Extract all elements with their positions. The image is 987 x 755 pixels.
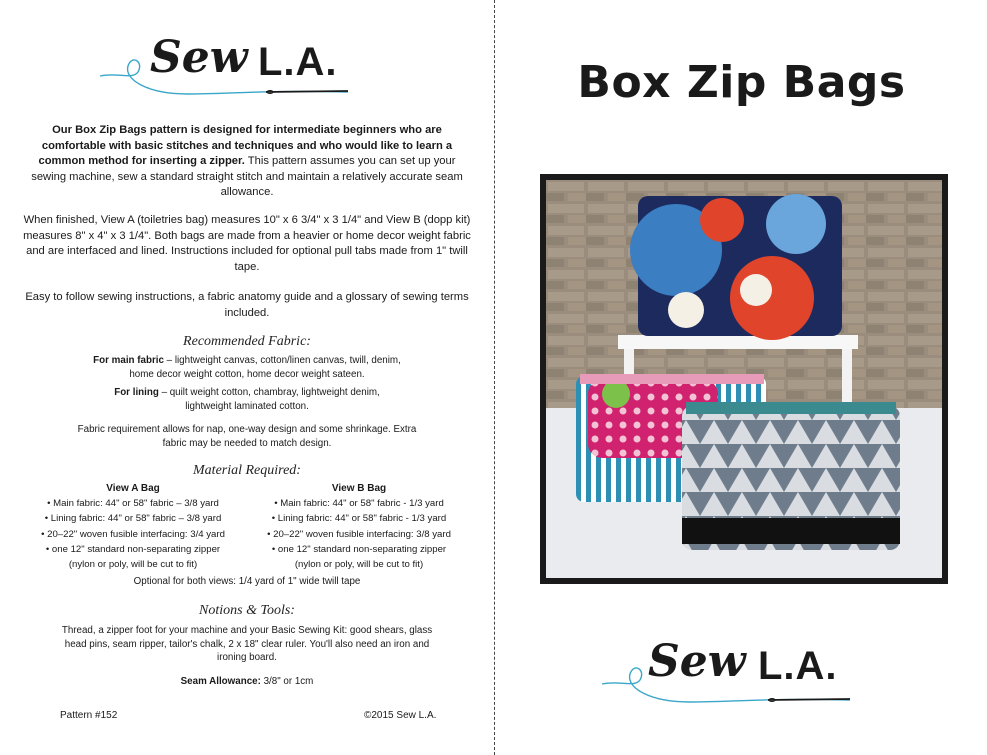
view-a-item: (nylon or poly, will be cut to fit): [68, 559, 198, 571]
view-b-item: • Main fabric: 44" or 58" fabric - 1/3 yard: [274, 498, 444, 510]
optional-note: Optional for both views: 1/4 yard of 1" wide twill tape: [133, 576, 361, 587]
pattern-number: Pattern #152: [60, 710, 118, 721]
main-fabric-text: [80, 354, 414, 381]
main-fabric-desc: – lightweight canvas, cotton/linen canvas, twill, denim, home decor weight cotton, home decor weight sateen.: [129, 355, 401, 380]
logo-letters: L.A.: [258, 40, 338, 84]
lining-fabric-label: For lining: [114, 387, 159, 398]
view-b-title: View B Bag: [331, 483, 387, 494]
view-a-title: View A Bag: [106, 483, 160, 494]
fabric-note: Fabric requirement allows for nap, one-way design and some shrinkage. Extra fabric may be needed to match design.: [77, 424, 417, 449]
photo-content: [546, 180, 942, 578]
lining-fabric-desc: – quilt weight cotton, chambray, lightweight denim, lightweight laminated cotton.: [158, 387, 380, 412]
intro-bold: Our Box Zip Bags pattern is designed for intermediate beginners who are comfortable with basic stitches and techniques and who would like to learn a common method for inserting a zipper.: [38, 124, 453, 167]
main-fabric-label: For main fabric: [93, 355, 164, 366]
view-b-item: • 20–22" woven fusible interfacing: 3/8 yard: [267, 528, 451, 540]
intro-rest: This pattern assumes you can set up your sewing machine, sew a standard straight stitch and maintain a relatively accurate seam allowance.: [31, 155, 463, 198]
fold-line: [494, 0, 495, 755]
view-b-item: • Lining fabric: 44" or 58" fabric - 1/3 yard: [271, 513, 447, 525]
view-b-column: [246, 481, 472, 572]
right-page: [496, 0, 987, 755]
view-b-item: (nylon or poly, will be cut to fit): [294, 559, 424, 571]
view-a-item: • Main fabric: 44" or 58" fabric – 3/8 yard: [47, 498, 219, 510]
lining-fabric-text: [90, 386, 404, 413]
logo-script-text: Sew: [648, 636, 746, 687]
view-a-item: • one 12" standard non-separating zipper: [45, 543, 221, 555]
dimensions-paragraph: When finished, View A (toiletries bag) measures 10" x 6 3/4" x 3 1/4" and View B (dopp kit) measures 8" x 4" x 3 1/4". Both bags are made from a heavier or home decor weight fabric and are interfaced and lined. Instructions included for optional pull tabs made from 1" twill tape.: [23, 214, 471, 273]
seam-allowance-value: 3/8" or 1cm: [260, 676, 314, 687]
sew-la-logo-bottom: [600, 632, 860, 712]
notions-heading: Notions & Tools:: [199, 603, 295, 618]
intro-paragraph: [20, 123, 474, 201]
logo-script-text: Sew: [150, 32, 248, 83]
notions-text: Thread, a zipper foot for your machine and your Basic Sewing Kit: good shears, glass head pins, seam ripper, tailor's chalk, 2 x 18" clear ruler. You'll also need an iron and ironing board.: [61, 625, 433, 663]
view-b-item: • one 12" standard non-separating zipper: [271, 543, 447, 555]
box-zip-bags-illustration: [546, 180, 942, 578]
seam-allowance: [20, 675, 474, 689]
product-photo: [540, 174, 948, 584]
recommended-fabric-heading: Recommended Fabric:: [183, 334, 311, 349]
view-a-column: [20, 481, 246, 572]
material-required-heading: Material Required:: [193, 463, 301, 478]
sew-la-logo: [98, 28, 358, 108]
view-a-item: • 20–22" woven fusible interfacing: 3/4 yard: [41, 528, 225, 540]
page-title: Box Zip Bags: [577, 57, 906, 108]
view-a-item: • Lining fabric: 44" or 58" fabric – 3/8 yard: [44, 513, 222, 525]
copyright: ©2015 Sew L.A.: [364, 710, 437, 721]
seam-allowance-label: Seam Allowance:: [180, 676, 261, 687]
instructions-paragraph: Easy to follow sewing instructions, a fabric anatomy guide and a glossary of sewing terms included.: [25, 291, 469, 319]
logo-letters: L.A.: [758, 644, 838, 688]
